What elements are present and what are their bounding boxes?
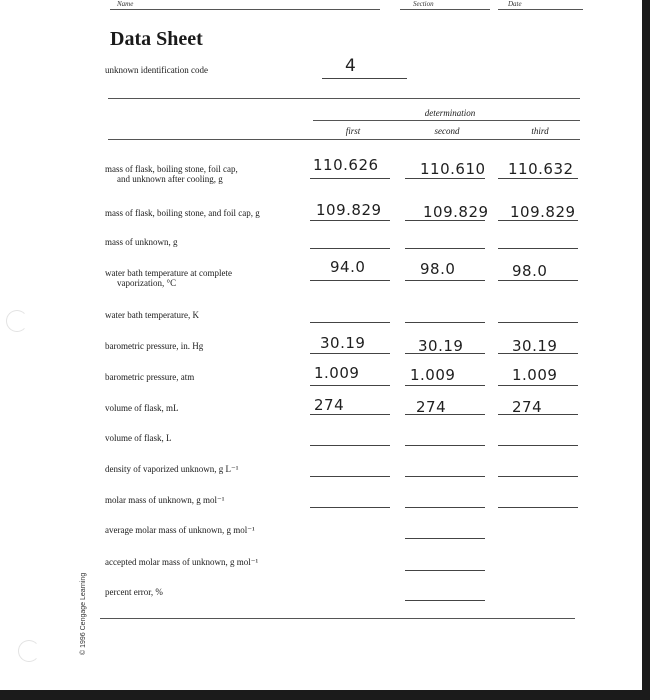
blank-line: [310, 220, 390, 221]
blank-line: [310, 178, 390, 179]
punch-hole-mark: [6, 310, 28, 332]
section-label: Section: [413, 0, 434, 8]
value-cell: 274: [416, 398, 447, 416]
unknown-code-label: unknown identification code: [105, 65, 208, 75]
row-label: barometric pressure, in. Hg: [105, 341, 204, 351]
punch-hole-mark: [18, 640, 40, 662]
value-cell: 109.829: [510, 203, 576, 221]
value-cell: 274: [512, 398, 543, 416]
date-line: [498, 9, 583, 10]
row-label: volume of flask, mL: [105, 403, 179, 413]
determination-line: [313, 120, 580, 121]
blank-line: [498, 507, 578, 508]
blank-line: [310, 476, 390, 477]
row-label: barometric pressure, atm: [105, 372, 195, 382]
value-cell: 274: [314, 396, 345, 414]
scan-edge-right: [642, 0, 650, 700]
blank-line: [310, 248, 390, 249]
value-cell: 110.626: [313, 156, 379, 174]
blank-line: [405, 385, 485, 386]
blank-line: [405, 322, 485, 323]
value-cell: 30.19: [320, 334, 366, 352]
blank-line: [498, 476, 578, 477]
copyright-notice: © 1996 Cengage Learning: [80, 572, 87, 655]
determination-label: determination: [424, 108, 476, 118]
row-label: water bath temperature at complete: [105, 268, 232, 278]
scan-edge-bottom: [0, 690, 650, 700]
name-label: Name: [117, 0, 134, 8]
divider-header: [108, 139, 580, 140]
blank-line: [310, 280, 390, 281]
blank-line: [310, 507, 390, 508]
value-cell: 1.009: [410, 366, 456, 384]
unknown-code-blank: [322, 78, 407, 79]
value-cell: 109.829: [423, 203, 489, 221]
blank-line: [405, 507, 485, 508]
column-third: third: [531, 126, 549, 136]
row-label: density of vaporized unknown, g L⁻¹: [105, 464, 239, 474]
value-cell: 94.0: [330, 258, 366, 276]
blank-line: [405, 280, 485, 281]
blank-line: [498, 220, 578, 221]
divider-bottom: [100, 618, 575, 619]
value-cell: 1.009: [512, 366, 558, 384]
row-label: mass of flask, boiling stone, and foil cap, g: [105, 208, 260, 218]
blank-line: [498, 353, 578, 354]
row-label: volume of flask, L: [105, 433, 172, 443]
summary-label-accepted: accepted molar mass of unknown, g mol⁻¹: [105, 557, 259, 567]
blank-line: [310, 322, 390, 323]
blank-line: [405, 178, 485, 179]
blank-line: [498, 322, 578, 323]
blank-line: [498, 385, 578, 386]
date-label: Date: [508, 0, 522, 8]
value-cell: 30.19: [512, 337, 558, 355]
blank-line: [405, 600, 485, 601]
row-label: mass of unknown, g: [105, 237, 178, 247]
blank-line: [405, 538, 485, 539]
value-cell: 30.19: [418, 337, 464, 355]
blank-line: [498, 280, 578, 281]
blank-line: [405, 414, 485, 415]
blank-line: [405, 476, 485, 477]
blank-line: [310, 445, 390, 446]
blank-line: [405, 248, 485, 249]
unknown-code-value: 4: [345, 56, 356, 76]
blank-line: [405, 445, 485, 446]
blank-line: [498, 414, 578, 415]
value-cell: 98.0: [420, 260, 456, 278]
blank-line: [310, 385, 390, 386]
blank-line: [310, 414, 390, 415]
row-label: molar mass of unknown, g mol⁻¹: [105, 495, 225, 505]
row-label: water bath temperature, K: [105, 310, 199, 320]
value-cell: 1.009: [314, 364, 360, 382]
blank-line: [405, 220, 485, 221]
divider-top: [108, 98, 580, 99]
summary-label-percent-error: percent error, %: [105, 587, 163, 597]
section-line: [400, 9, 490, 10]
blank-line: [498, 445, 578, 446]
row-label-cont: and unknown after cooling, g: [117, 174, 223, 184]
blank-line: [405, 570, 485, 571]
value-cell: 110.632: [508, 160, 574, 178]
blank-line: [498, 248, 578, 249]
row-label-cont: vaporization, °C: [117, 278, 177, 288]
value-cell: 109.829: [316, 201, 382, 219]
blank-line: [498, 178, 578, 179]
column-first: first: [345, 126, 361, 136]
name-line: [110, 9, 380, 10]
value-cell: 98.0: [512, 262, 548, 280]
column-second: second: [434, 126, 460, 136]
blank-line: [310, 353, 390, 354]
row-label: mass of flask, boiling stone, foil cap,: [105, 164, 238, 174]
value-cell: 110.610: [420, 160, 486, 178]
blank-line: [405, 353, 485, 354]
summary-label-average: average molar mass of unknown, g mol⁻¹: [105, 525, 255, 535]
page-title: Data Sheet: [110, 28, 203, 50]
